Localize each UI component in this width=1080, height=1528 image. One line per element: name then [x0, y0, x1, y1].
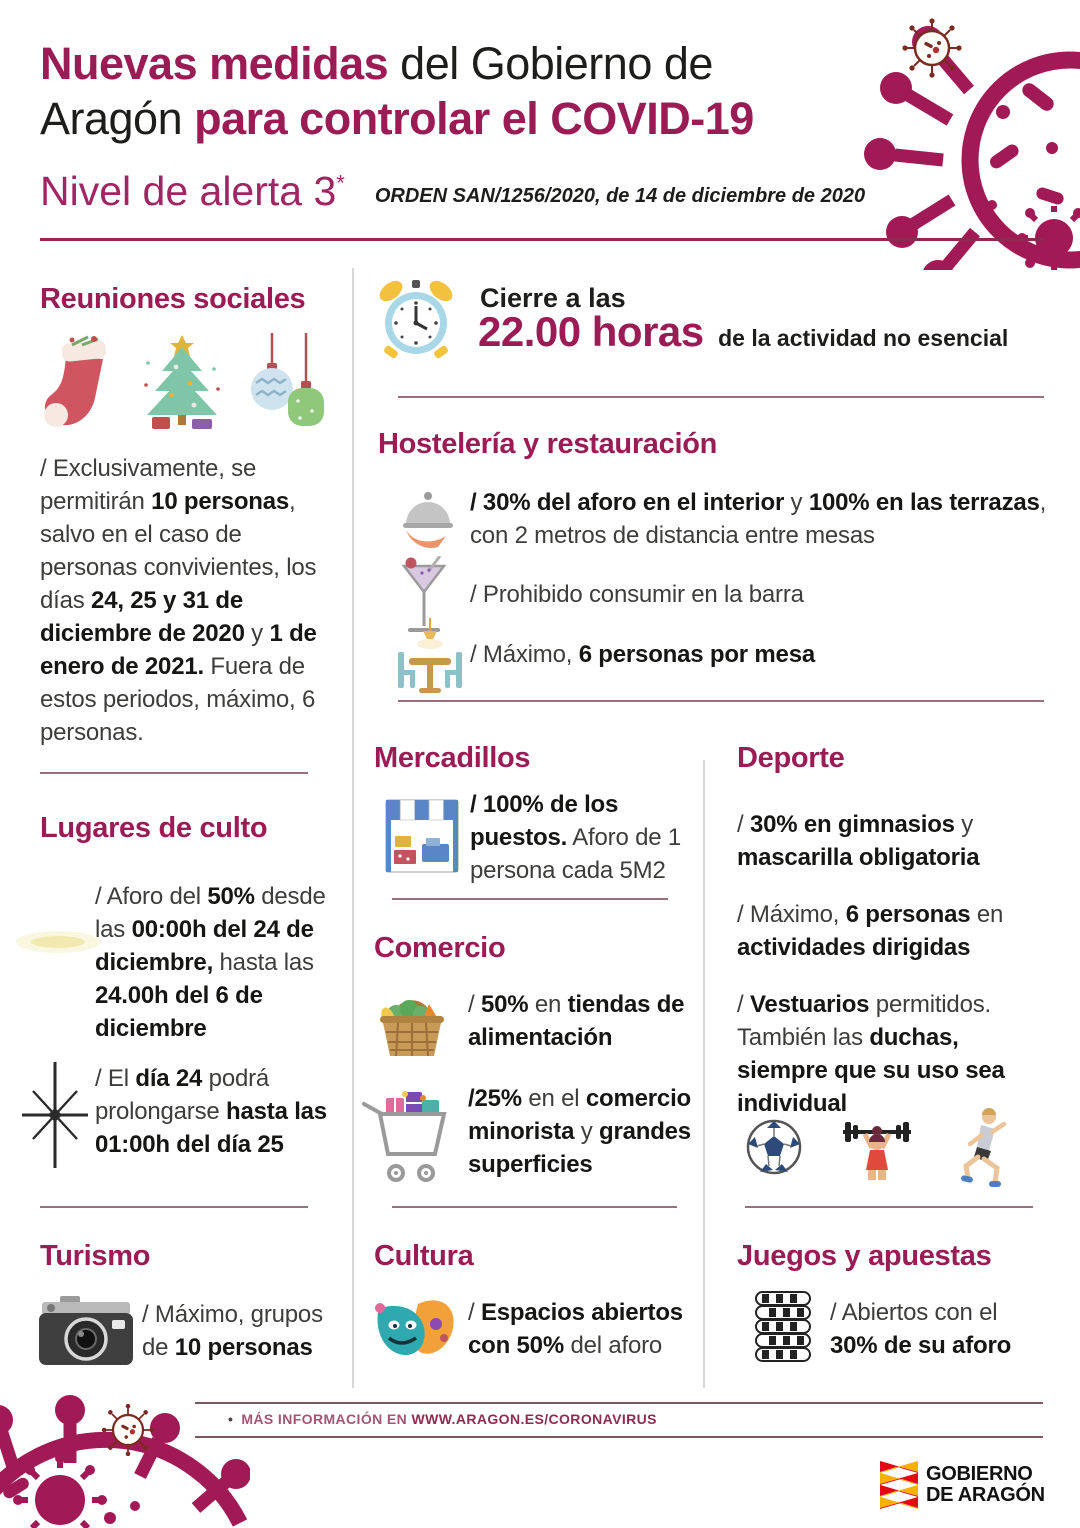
- section-heading-lugares-culto: Lugares de culto: [40, 812, 268, 844]
- footer-rule-bottom: [195, 1436, 1043, 1438]
- header-divider: [40, 238, 1044, 241]
- theater-masks-icon: [370, 1286, 460, 1372]
- lugares-culto-item: / Aforo del 50% desde las 00:00h del 24 de diciembre, hasta las 24.00h del 6 de diciembre: [95, 883, 326, 1042]
- footer-info-label: MÁS INFORMACIÓN EN: [241, 1411, 412, 1427]
- food-basket-icon: [374, 984, 450, 1060]
- column-divider-left: [352, 268, 354, 1388]
- hosteleria-item: / Máximo, 6 personas por mesa: [470, 641, 815, 668]
- mercadillos-item: / 100% de los puestos. Aforo de 1 persona cada 5M2: [470, 791, 681, 884]
- divider: [398, 396, 1044, 398]
- virus-decoration-small-top-right: [898, 14, 966, 82]
- cierre-scope: de la actividad no esencial: [718, 325, 1009, 351]
- cierre-label: Cierre a las: [480, 283, 626, 313]
- hosteleria-item: / 30% del aforo en el interior y 100% en las terrazas, con 2 metros de distancia entre mesas: [470, 489, 1047, 549]
- alert-level: Nivel de alerta 3*: [40, 168, 345, 214]
- comercio-item: / 50% en tiendas de alimentación: [468, 991, 685, 1051]
- cierre-time: 22.00 horas: [478, 308, 704, 355]
- virus-decoration-small-bottom-left: [98, 1400, 158, 1460]
- alarm-clock-icon: [376, 276, 456, 366]
- turismo-item: / Máximo, grupos de 10 personas: [142, 1301, 323, 1361]
- market-stall-icon: [382, 792, 462, 878]
- section-heading-reuniones: Reuniones sociales: [40, 283, 306, 315]
- christmas-tree-icon: [138, 333, 226, 433]
- camera-icon: [36, 1292, 136, 1370]
- aragon-emblem-icon: [880, 1460, 918, 1510]
- logo-line1: GOBIERNO: [926, 1463, 1033, 1485]
- divider: [40, 1206, 308, 1208]
- poker-chips-icon: [748, 1286, 818, 1366]
- shopping-cart-icon: [360, 1088, 454, 1188]
- section-heading-juegos: Juegos y apuestas: [737, 1240, 992, 1272]
- section-heading-cultura: Cultura: [374, 1240, 474, 1272]
- cultura-item: / Espacios abiertos con 50% del aforo: [468, 1299, 683, 1359]
- candle-glow-icon: [12, 912, 104, 972]
- page-title: Nuevas medidas del Gobierno de Aragón para controlar el COVID-19: [40, 38, 754, 144]
- lugares-culto-item: / El día 24 podrá prolongarse hasta las 01:00h del día 25: [95, 1065, 327, 1158]
- section-heading-turismo: Turismo: [40, 1240, 151, 1272]
- hosteleria-item: / Prohibido consumir en la barra: [470, 581, 804, 608]
- juegos-item: / Abiertos con el 30% de su aforo: [830, 1299, 1012, 1359]
- comercio-item: /25% en el comercio minorista y grandes superficies: [468, 1085, 692, 1178]
- footer-rule-top: [195, 1402, 1043, 1404]
- divider: [392, 1206, 677, 1208]
- divider: [398, 700, 1044, 702]
- christmas-stocking-icon: [36, 335, 116, 433]
- deporte-item: / Máximo, 6 personas en actividades dirigidas: [737, 901, 1004, 961]
- ornaments-icon: [248, 333, 326, 433]
- section-heading-comercio: Comercio: [374, 932, 506, 964]
- reuniones-body: / Exclusivamente, se permitirán 10 personas, salvo en el caso de personas convivientes, los días 24, 25 y 31 de diciembre de 2020 y 1 de enero de 2021. Fuera de estos periodos, máximo, 6 personas.: [40, 455, 317, 746]
- divider: [745, 1206, 1033, 1208]
- footer-info-url[interactable]: WWW.ARAGON.ES/CORONAVIRUS: [411, 1411, 657, 1427]
- footer-info: [228, 1411, 657, 1427]
- weightlifter-icon: [839, 1112, 915, 1182]
- cloche-icon: [398, 484, 458, 548]
- star-icon: [16, 1062, 94, 1168]
- section-heading-mercadillos: Mercadillos: [374, 742, 531, 774]
- divider: [40, 772, 308, 774]
- section-heading-hosteleria: Hostelería y restauración: [378, 428, 718, 460]
- table-chairs-icon: [392, 618, 468, 698]
- divider: [392, 898, 668, 900]
- deporte-item: / Vestuarios permitidos. También las duchas, siempre que su uso sea individual: [737, 991, 1005, 1117]
- gobierno-aragon-logo: [880, 1460, 1045, 1510]
- runner-icon: [951, 1105, 1009, 1189]
- logo-line2: DE ARAGÓN: [926, 1484, 1045, 1506]
- bullet-icon: •: [228, 1411, 234, 1427]
- deporte-item: / 30% en gimnasios y mascarilla obligatoria: [737, 811, 980, 871]
- soccer-ball-icon: [745, 1118, 803, 1176]
- section-heading-deporte: Deporte: [737, 742, 845, 774]
- order-reference: ORDEN SAN/1256/2020, de 14 de diciembre de 2020: [374, 185, 866, 207]
